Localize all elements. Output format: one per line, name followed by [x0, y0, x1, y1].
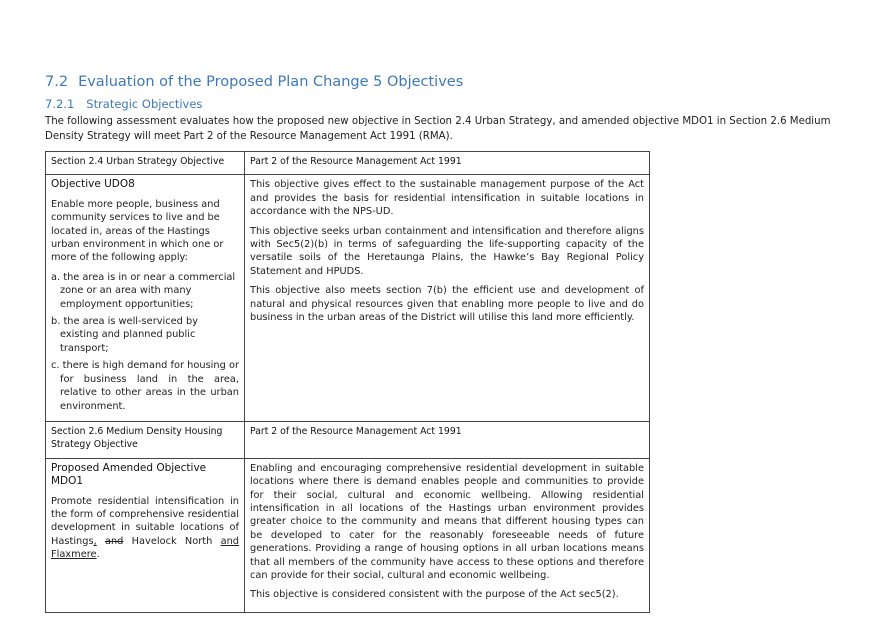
objective-title: Proposed Amended Objective MDO1	[51, 461, 207, 488]
deleted-text: and	[104, 535, 124, 547]
objective-text-lead: Promote residential intensification in the form of comprehensive residential development in suitable locations of Hastings	[51, 495, 239, 547]
rma-cell	[245, 458, 650, 612]
list-item: c. there is high demand for housing or for business land in the area, relative to other areas in the urban environment.	[51, 360, 239, 412]
place-name: Havelock North	[131, 535, 213, 547]
rma-paragraph: This objective is considered consistent with the purpose of the Act sec5(2).	[250, 589, 619, 601]
objective-cell	[46, 175, 245, 422]
rma-cell	[245, 175, 650, 422]
inserted-place-name: Flaxmere	[51, 549, 97, 561]
subsection-title: Strategic Objectives	[86, 97, 203, 111]
rma-paragraph: This objective also meets section 7(b) the efficient use and development of natural and physical resources given that enabling more people to live and do business in the urban areas of the District will utilise this land more efficiently.	[250, 285, 644, 324]
rma-paragraph: This objective gives effect to the sustainable management purpose of the Act and provides the basis for residential intensification in suitable locations in accordance with the NPS-UD.	[250, 179, 644, 218]
intro-paragraph: The following assessment evaluates how the proposed new objective in Section 2.4 Urban Strategy, and amended objective MDO1 in Section 2.6 Medium Density Strategy will meet Part 2 of the Resource Management Act 1991 (RMA).	[45, 116, 831, 142]
objective-text-end: .	[96, 549, 100, 561]
table-row	[46, 458, 650, 612]
objective-text	[51, 495, 239, 562]
evaluation-table	[45, 151, 650, 613]
table-header-row	[46, 152, 650, 175]
section-heading	[45, 74, 463, 90]
list-item: b. the area is well-serviced by existing and planned public transport;	[51, 316, 199, 354]
inserted-comma: ,	[93, 535, 97, 547]
rma-paragraph: Enabling and encouraging comprehensive residential development in suitable locations where there is demand enables people and communities to provide for their social, cultural and economic wellbeing. Allowing residential intensification in all locations of the Hastings urban environment provides greater choice to the community and means that different housing types can be developed to cater for the reasonably foreseeable needs of future generations. Providing a range of housing options in all urban locations means that all members of the community have access to these options and therefore can provide for their social, cultural and economic wellbeing.	[250, 462, 644, 581]
list-item: a. the area is in or near a commercial zone or an area with many employment opportunities;	[51, 271, 236, 310]
rma-paragraph: This objective seeks urban containment and intensification and therefore aligns with Sec5(2)(b) in terms of safeguarding the life-supporting capacity of the versatile soils of the Heretaunga Plains, the Hawke’s Bay Regional Policy Statement and HPUDS.	[250, 225, 644, 277]
objective-text: Enable more people, business and community services to live and be located in, areas of the Hastings urban environment in which one or more of the following apply:	[51, 198, 224, 264]
section-title: Evaluation of the Proposed Plan Change 5 Objectives	[78, 74, 464, 90]
subsection-heading	[45, 97, 202, 111]
table-row	[46, 175, 650, 422]
header-urban-strategy: Section 2.4 Urban Strategy Objective	[46, 152, 245, 175]
header-rma: Part 2 of the Resource Management Act 1991	[245, 421, 650, 458]
section-number: 7.2	[45, 74, 69, 90]
objective-cell	[46, 458, 245, 612]
inserted-text: and	[220, 535, 239, 547]
subsection-number: 7.2.1	[45, 97, 75, 111]
header-medium-density: Section 2.6 Medium Density Housing Strategy Objective	[46, 421, 245, 458]
table-header-row	[46, 421, 650, 458]
objective-title: Objective UDO8	[51, 178, 135, 191]
header-rma: Part 2 of the Resource Management Act 1991	[245, 152, 650, 175]
